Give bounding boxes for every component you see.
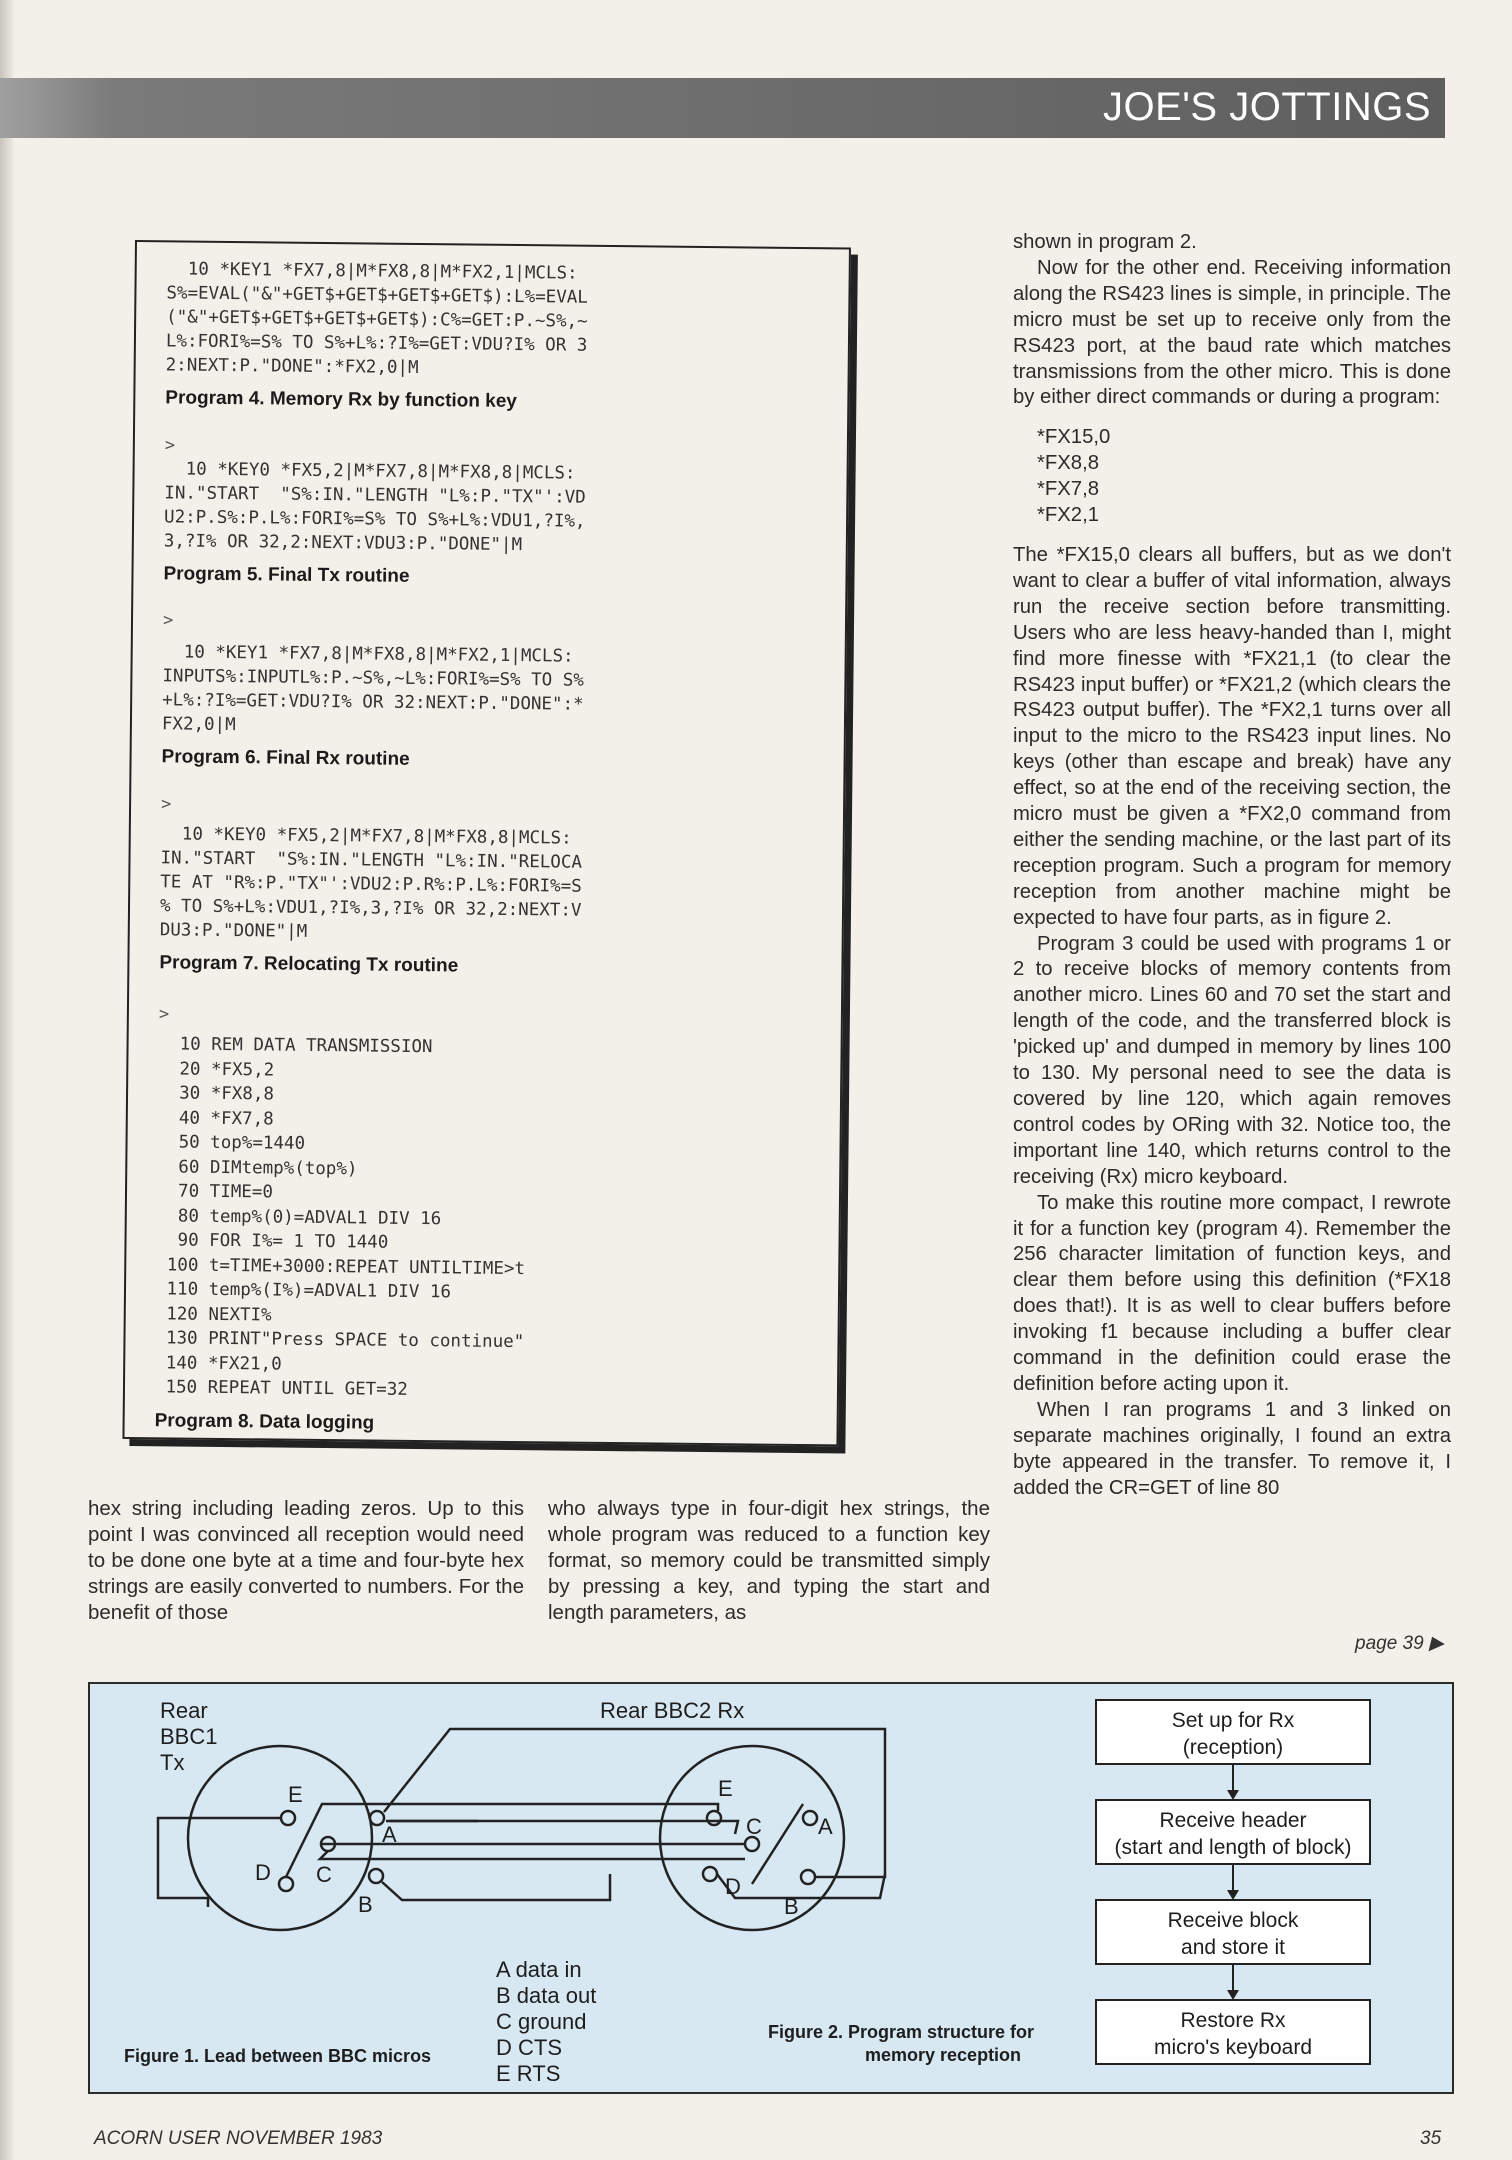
flow-box-text: (start and length of block) (1114, 1836, 1352, 1859)
prompt-symbol: > (162, 610, 174, 631)
legend-item: C ground (496, 2009, 587, 2034)
bbc2-pin-c (745, 1837, 759, 1851)
program-listing-box (122, 240, 851, 1446)
figure-2-flowchart (1096, 1700, 1370, 2064)
bbc1-pin-d (279, 1877, 293, 1891)
bbc2-pin-d (703, 1867, 717, 1881)
figures-svg (90, 1684, 1452, 2092)
wire-b-to-a (382, 1874, 610, 1900)
legend-item: E RTS (496, 2061, 561, 2086)
program-code: 10 *KEY0 *FX5,2|M*FX7,8|M*FX8,8|MCLS: IN."START "S%:IN."LENGTH "L%:P."TX"':VD U2:P.S%:P.L%:FORI%=S% TO S%+L%:VDU1,?I%, 3,?I% OR 32,2:NEXT:VDU3:P."DONE"|M (163, 459, 586, 556)
section-title: JOE'S JOTTINGS (1103, 85, 1431, 129)
flow-box-text: and store it (1181, 1936, 1285, 1959)
program-caption: Program 6. Final Rx routine (161, 746, 410, 770)
paragraph: When I ran programs 1 and 3 linked on separate machines originally, I found an extra byte appeared in the transfer. To remove it, I added the CR=GET of line 80 (1013, 1398, 1451, 1499)
pin-label: E (288, 1782, 303, 1807)
bbc1-pin-e (281, 1811, 295, 1825)
bbc1-label-line: BBC1 (160, 1724, 218, 1749)
legend-item: A data in (496, 1957, 582, 1982)
bbc1-pin-b (369, 1869, 383, 1883)
figure-2-caption: memory reception (865, 2045, 1022, 2065)
program-caption: Program 7. Relocating Tx routine (159, 952, 459, 977)
paragraph: Program 3 could be used with programs 1 or 2 to receive blocks of memory contents from another micro. Lines 60 and 70 set the start and length of the code, and the transferred block is 'picked up' and dumped in memory by lines 100 to 130. My personal need to see the data is covered by line 120, which again removes control codes by ORing with 32. Notice too, the important line 140, which returns control to the receiving (Rx) micro keyboard. (1013, 932, 1451, 1188)
prompt-symbol: > (164, 435, 176, 456)
page-number: 35 (1420, 2128, 1442, 2149)
program-code: 10 *KEY0 *FX5,2|M*FX7,8|M*FX8,8|MCLS: IN."START "S%:IN."LENGTH "L%:IN."RELOCA TE AT "R%:P."TX"':VDU2:P.R%:P.L%:FORI%=S % TO S%+L%:VDU1,?I%,3,?I% OR 32,2:NEXT:V DU3:P."DONE"|M (159, 824, 583, 942)
figures-panel (88, 1682, 1454, 2094)
bbc1-label-line: Rear (160, 1698, 208, 1723)
program-caption: Program 4. Memory Rx by function key (165, 387, 518, 413)
program-code: 10 *KEY1 *FX7,8|M*FX8,8|M*FX2,1|MCLS: INPUTS%:INPUTL%:P.~S%,~L%:FORI%=S% TO S% +L%:?I%=GET:VDU?I% OR 32:NEXT:P."DONE":* FX2,0|M (161, 642, 584, 736)
program-5 (163, 457, 586, 589)
prompt-symbol: > (160, 794, 172, 815)
text-column-middle (548, 1496, 990, 1626)
fx-command: *FX2,1 (1037, 504, 1100, 527)
program-7 (159, 822, 582, 978)
figure-1-diagram (158, 1729, 885, 1930)
legend-item: D CTS (496, 2035, 562, 2060)
fx-command: *FX8,8 (1037, 452, 1100, 475)
wire-e-to-d (286, 1804, 718, 1877)
prompt-symbol: > (158, 1004, 170, 1025)
text-column-left (88, 1496, 524, 1626)
paragraph: shown in program 2. (1013, 231, 1197, 253)
paragraph: The *FX15,0 clears all buffers, but as we don't want to clear a buffer of vital information, always run the receive section before transmitting. Users who are less heavy-handed than I, might find more finesse with *FX21,1 (to clear the RS423 input buffer) or *FX21,2 (which clears the RS423 output buffer). The *FX2,1 turns over all input to the micro to the RS423 input lines. No keys (other than escape and break) have any effect, so at the end of the receiving section, the micro must be given a *FX2,0 command from either the sending machine, or the last part of its reception program. Such a program for memory reception from another machine might be expected to have four parts, as in figure 2. (1013, 543, 1451, 929)
continued-page-ref: page 39 ▶ (1355, 1633, 1444, 1654)
pin-label: A (818, 1814, 833, 1839)
program-8 (155, 1032, 528, 1435)
page-spine-shadow (0, 0, 14, 2160)
program-caption: Program 8. Data logging (154, 1409, 375, 1434)
fx-command-list (1037, 425, 1451, 529)
program-code: 10 REM DATA TRANSMISSION 20 *FX5,2 30 *FX8,8 40 *FX7,8 50 top%=1440 60 DIMtemp%(top%) 70 TIME=0 80 temp%(0)=ADVAL1 DIV 16 90 FOR I%= 1 TO 1440 100 t=TIME+3000:REPEAT UNTILTIME>t 110 temp%(I%)=ADVAL1 DIV 16 120 NEXTI% 130 PRINT"Press SPACE to continue" 140 *FX21,0 150 REPEAT UNTIL GET=32 (154, 1034, 526, 1400)
flow-box-text: Set up for Rx (1171, 1709, 1295, 1732)
flow-box-text: (reception) (1182, 1736, 1284, 1759)
pin-label: B (358, 1892, 373, 1917)
bbc2-pin-a (803, 1811, 817, 1825)
paragraph: hex string including leading zeros. Up to this point I was convinced all reception would need to be done one byte at a time and four-byte hex strings are easily converted to numbers. For the benefit of those (88, 1497, 524, 1624)
flow-box-text: Receive header (1159, 1809, 1307, 1832)
program-code: 10 *KEY1 *FX7,8|M*FX8,8|M*FX2,1|MCLS: S%=EVAL("&"+GET$+GET$+GET$+GET$):L%=EVAL ("&"+GET$+GET$+GET$+GET$):C%=GET:P.~S%,~ L%:FORI%=S% TO S%+L%:?I%=GET:VDU?I% OR 3 2:NEXT:P."DONE":*FX2,0|M (165, 259, 588, 378)
bbc1-label-line: Tx (160, 1750, 185, 1775)
pin-label: D (255, 1860, 271, 1885)
text-column-right (1013, 230, 1451, 1502)
fx-command: *FX15,0 (1037, 426, 1111, 449)
footer-publication: ACORN USER NOVEMBER 1983 (94, 2128, 383, 2149)
paragraph: Now for the other end. Receiving information along the RS423 lines is simple, in principle. The micro must be set up to receive only from the RS423 port, at the baud rate which matches transmissions from the other micro. This is done by either direct commands or during a program: (1013, 256, 1451, 409)
section-header-bar (0, 78, 1445, 138)
program-4 (165, 257, 588, 413)
arrowhead-icon (1227, 1890, 1239, 1900)
pin-label: B (784, 1894, 799, 1919)
paragraph: To make this routine more compact, I rewrote it for a function key (program 4). Remember the 256 character limitation of function keys, and clear them before using this definition (*FX18 does that!). It is as well to clear buffers before invoking f1 because including a buffer clear command in the definition could erase the definition before acting upon it. (1013, 1191, 1451, 1395)
figure-1-caption: Figure 1. Lead between BBC micros (124, 2046, 432, 2066)
wire-c-link (320, 1851, 745, 1859)
figure-1-labels (160, 1698, 833, 2086)
pin-label: A (382, 1822, 397, 1847)
wire-rts (158, 1818, 281, 1898)
arrowhead-icon (1227, 1790, 1239, 1800)
program-6 (161, 640, 584, 772)
flow-box-text: micro's keyboard (1153, 2036, 1313, 2059)
program-caption: Program 5. Final Tx routine (163, 563, 410, 587)
wire-end (198, 1898, 208, 1907)
bbc1-din-socket (188, 1746, 372, 1930)
figure-2-caption: Figure 2. Program structure for (768, 2022, 1035, 2042)
pin-label: C (746, 1814, 762, 1839)
pin-label: D (725, 1874, 741, 1899)
bbc2-pin-e (707, 1811, 721, 1825)
fx-command: *FX7,8 (1037, 478, 1100, 501)
paragraph: who always type in four-digit hex strings, the whole program was reduced to a function key format, so memory could be transmitted simply by pressing a key, and typing the start and length parameters, as (548, 1497, 990, 1624)
bbc2-label: Rear BBC2 Rx (600, 1698, 745, 1723)
pin-label: E (718, 1776, 733, 1801)
arrowhead-icon (1227, 1990, 1239, 2000)
legend-item: B data out (496, 1983, 597, 2008)
flow-box-text: Receive block (1167, 1909, 1299, 1932)
flow-box-text: Restore Rx (1180, 2009, 1286, 2032)
pin-label: C (316, 1862, 332, 1887)
wire-a-loop (390, 1821, 738, 1834)
bbc2-pin-b (801, 1870, 815, 1884)
